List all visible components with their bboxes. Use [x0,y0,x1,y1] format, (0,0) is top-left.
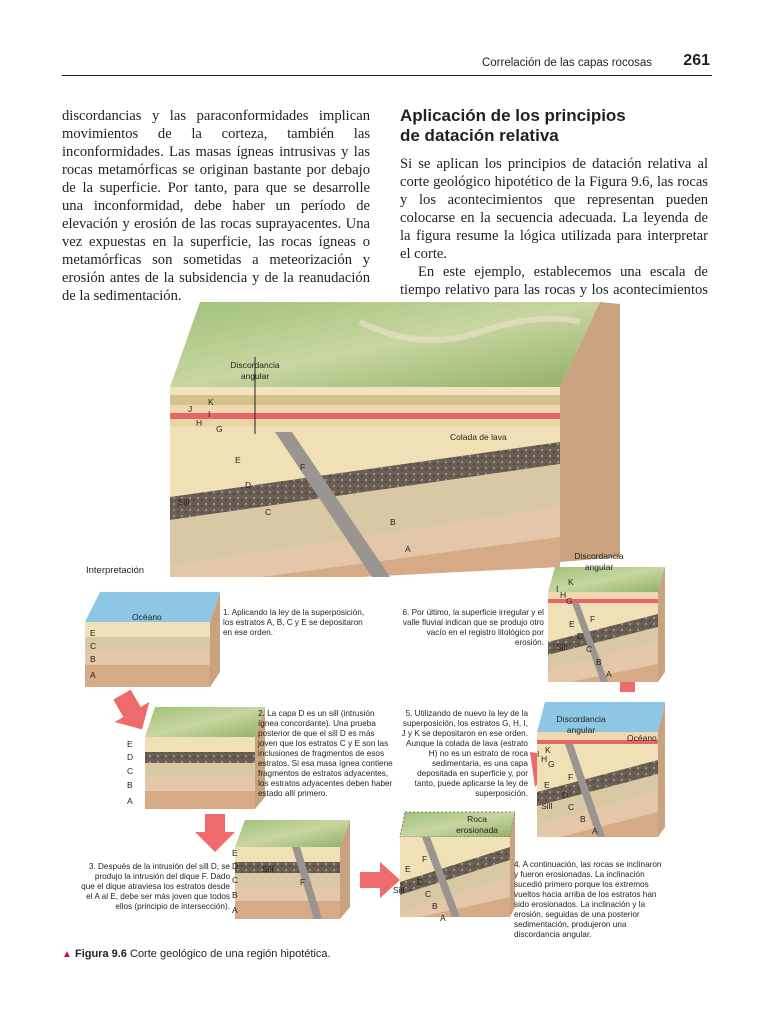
b3-label-C: C [232,875,239,885]
step-5-text: 5. Utilizando de nuevo la ley de la superposición, los estratos G, H, I, J y K se depositaron en ese orden. Aunque la colada de lava (estrato H) no es un estrato de roca sedimentaria, es una capa depositada en superficie y, por tanto, puede aplicarse la ley de superposición. [401,709,528,798]
b2-label-C: C [127,766,134,776]
label-I: I [208,409,211,419]
label-B: B [390,517,396,527]
label-A: A [405,544,411,554]
b2-label-E: E [127,739,133,749]
b6-discordance-label: Discordancia angular [574,551,624,572]
b3-label-B: B [232,890,238,900]
b3-sill-label: Sill [262,864,274,874]
b4-label-E: E [405,864,411,874]
label-K: K [208,397,214,407]
b4-label-C: C [425,889,432,899]
b5-label-G: G [548,759,555,769]
label-C: C [265,507,272,517]
b5-label-A: A [592,826,598,836]
b5-label-H: H [541,754,548,764]
main-block-diagram [170,302,620,577]
b2-label-B: B [127,780,133,790]
left-column [62,107,370,305]
b5-label-D: D [562,790,569,800]
right-paragraph-1: Si se aplican los principios de datación relativa al corte geológico hipotético de la Figura 9.6, las rocas y los acontecimientos que representan pueden colocarse en la secuencia adecuada. La leyenda de la figura resume la lógica utilizada para interpretar el corte. [400,156,708,262]
b4-sill-label: Sill [393,885,405,895]
left-paragraph: discordancias y las paraconformidades implican movimientos de la corteza, también las inconformidades. Las masas ígneas intrusivas y las rocas metamórficas se originan bastante por debajo de la superficie. Por tanto, para que se desarrolle una inconformidad, debe haber un período de elevación y erosión de las rocas suprayacentes. Una vez expuestas en la superficie, las rocas ígneas o metamórficas son sometidas a meteorización y erosión antes de la subsidencia y de la reanudación de la sedimentación. [62,108,370,304]
step-1-text: 1. Aplicando la ley de la superposición, los estratos A, B, C y E se depositaron en ese orden. [223,608,365,637]
step-4-text: 4. A continuación, las rocas se inclinaron y fueron erosionadas. La inclinación sucedió primero porque los extremos vueltos hacia arriba de los estratos han sido erosionados. La inclinación y la erosión, seguidas de una posterior sedimentación, produjeron una discordancia angular. [514,860,662,939]
b5-discordance-label: Discordancia angular [556,714,606,735]
running-title: Correlación de las capas rocosas [481,57,652,69]
ocean-label-5: Océano [627,733,657,743]
figure-9-6 [60,292,700,942]
page-number: 261 [683,52,710,69]
b5-label-I: I [537,749,540,759]
block-step-3 [235,820,350,919]
b4-label-D: D [417,877,424,887]
b1-label-B: B [90,654,96,664]
b6-label-H: H [560,590,567,600]
page-header [62,53,712,76]
label-D: D [245,480,252,490]
section-heading [400,106,708,146]
ocean-label-1: Océano [132,612,162,622]
b2-label-A: A [127,796,133,806]
b6-label-C: C [586,644,593,654]
label-E: E [235,455,241,465]
b5-label-B: B [580,814,586,824]
b2-label-D: D [127,752,134,762]
erosion-label: Roca erosionada [455,814,499,835]
block-step-2 [145,707,265,809]
right-column [400,106,708,317]
b3-label-F: F [300,877,306,887]
b5-label-K: K [545,745,551,755]
b6-label-I: I [556,584,559,594]
block-step-1 [85,592,220,687]
b5-label-C: C [568,802,575,812]
b5-sill-label: Sill [541,801,553,811]
b1-label-E: E [90,628,96,638]
step-2-text: 2. La capa D es un sill (intrusión ígnea concordante). Una prueba posterior de que el sill D es más joven que los estratos C y E son las inclusiones de fragmentos de esos estratos. Si esa masa ígnea contiene fragmentos de estratos adyacentes, los estratos adyacentes deben haber estado allí primero. [258,709,393,798]
label-G: G [216,424,223,434]
b6-label-G: G [566,596,573,606]
caption-label: Figura 9.6 [74,948,127,960]
right-paragraph-2: En este ejemplo, establecemos una escala de tiempo relativo para las rocas y los acontecimientos [400,264,708,298]
b6-sill-label: Sill [556,642,568,652]
lava-flow-layer [170,413,560,419]
b6-label-K: K [568,577,574,587]
b1-label-C: C [90,641,97,651]
section-heading-line2: de datación relativa [400,126,559,145]
b4-label-B: B [432,901,438,911]
block-step-6 [548,567,665,682]
b3-label-D: D [232,861,239,871]
label-J: J [188,404,193,414]
section-heading-line1: Aplicación de los principios [400,106,626,125]
b5-label-F: F [568,772,574,782]
figure-caption [62,948,331,960]
interpretation-title: Interpretación [86,565,145,576]
label-F: F [300,462,306,472]
b6-label-B: B [596,657,602,667]
b6-label-A: A [606,669,612,679]
b3-label-E: E [232,848,238,858]
b4-label-A: A [440,913,446,923]
b6-label-E: E [569,619,575,629]
b6-label-D: D [577,631,584,641]
caption-triangle-icon: ▲ [62,949,72,960]
main-discordance-label: Discordancia angular [230,360,280,381]
b4-label-F: F [422,854,428,864]
b1-label-A: A [90,670,96,680]
arrow-2-3 [195,814,235,852]
step-3-text: 3. Después de la intrusión del sill D, se produjo la intrusión del dique F. Dado que el dique atraviesa los estratos desde el A al E, debe ser más joven que todos ellos (principio de intersección). [81,862,230,911]
caption-text: Corte geológico de una región hipotética. [130,948,331,960]
lava-label: Colada de lava [450,432,507,442]
b5-label-E: E [544,780,550,790]
b6-label-F: F [590,614,596,624]
label-H: H [196,418,203,428]
step-6-text: 6. Por último, la superficie irregular y el valle fluvial indican que se produjo otro vacío en el registro litológico por erosión. [402,608,544,647]
main-sill-label: Sill [178,497,190,507]
b3-label-A: A [232,905,238,915]
